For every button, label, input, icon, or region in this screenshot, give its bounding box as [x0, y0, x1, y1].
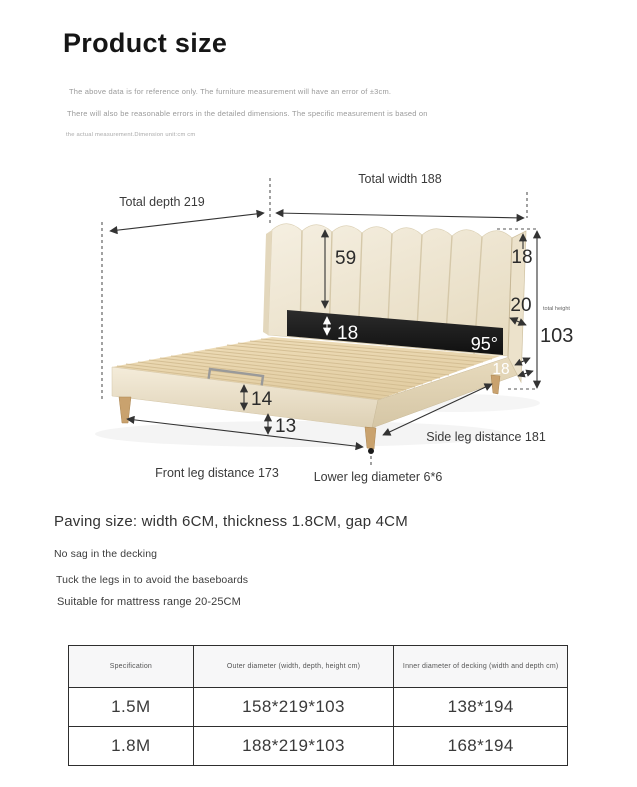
dim-headboard-height-label: 59 [335, 248, 357, 269]
spec-cell-inner: 138*194 [394, 688, 568, 727]
spec-cell-outer: 158*219*103 [193, 688, 394, 727]
dim-total-depth-arrow [110, 213, 264, 231]
dim-total-width-arrow [276, 213, 524, 218]
paving-size-note: Paving size: width 6CM, thickness 1.8CM, gap 4CM [54, 513, 408, 530]
spec-cell-outer: 188*219*103 [193, 727, 394, 766]
dim-rail-height-label: 18 [492, 361, 510, 378]
disclaimer-line-2: There will also be reasonable errors in the detailed dimensions. The specific measurement is based on [67, 109, 428, 118]
spec-cell-size: 1.8M [69, 727, 194, 766]
spec-table-header-row [69, 646, 568, 688]
disclaimer-line-1: The above data is for reference only. The furniture measurement will have an error of ±3cm. [69, 87, 392, 96]
note-no-sag: No sag in the decking [54, 548, 158, 560]
dim-front-leg-label: Front leg distance 173 [155, 466, 279, 480]
dim-total-height-caption: total height [543, 306, 570, 312]
dim-frame-height-label: 14 [251, 389, 273, 410]
dim-panel-height-label: 18 [337, 323, 359, 344]
dim-total-depth-label: Total depth 219 [119, 195, 205, 209]
note-mattress-range: Suitable for mattress range 20-25CM [57, 596, 241, 608]
dim-top-depth-label: 18 [511, 247, 533, 268]
spec-table-row-1.8m [69, 727, 568, 766]
spec-table [68, 645, 568, 766]
front-right-leg [365, 427, 376, 449]
spec-cell-size: 1.5M [69, 688, 194, 727]
note-tuck-legs: Tuck the legs in to avoid the baseboards [56, 574, 249, 586]
dim-angle-label: 95° [470, 334, 498, 354]
leg-diameter-dot [368, 448, 374, 454]
bed-dimension-diagram [60, 160, 580, 490]
page-title: Product size [63, 28, 228, 58]
dim-total-height-label: 103 [540, 325, 574, 347]
spec-table-header-outer-diameter: Outer diameter (width, depth, height cm) [193, 646, 394, 688]
dim-total-width-label: Total width 188 [358, 172, 442, 186]
spec-table-row-1.5m [69, 688, 568, 727]
disclaimer-line-3: the actual measurement.Dimension unit:cm cm [66, 132, 196, 138]
spec-table-header-inner-diameter: Inner diameter of decking (width and depth cm) [394, 646, 568, 688]
dim-side-leg-label: Side leg distance 181 [426, 430, 546, 444]
spec-table-header-specification: Specification [69, 646, 194, 688]
dim-leg-diameter-label: Lower leg diameter 6*6 [313, 470, 443, 484]
dim-thickness-label: 20 [510, 295, 532, 316]
dim-leg-height-label: 13 [275, 416, 297, 437]
spec-cell-inner: 168*194 [394, 727, 568, 766]
